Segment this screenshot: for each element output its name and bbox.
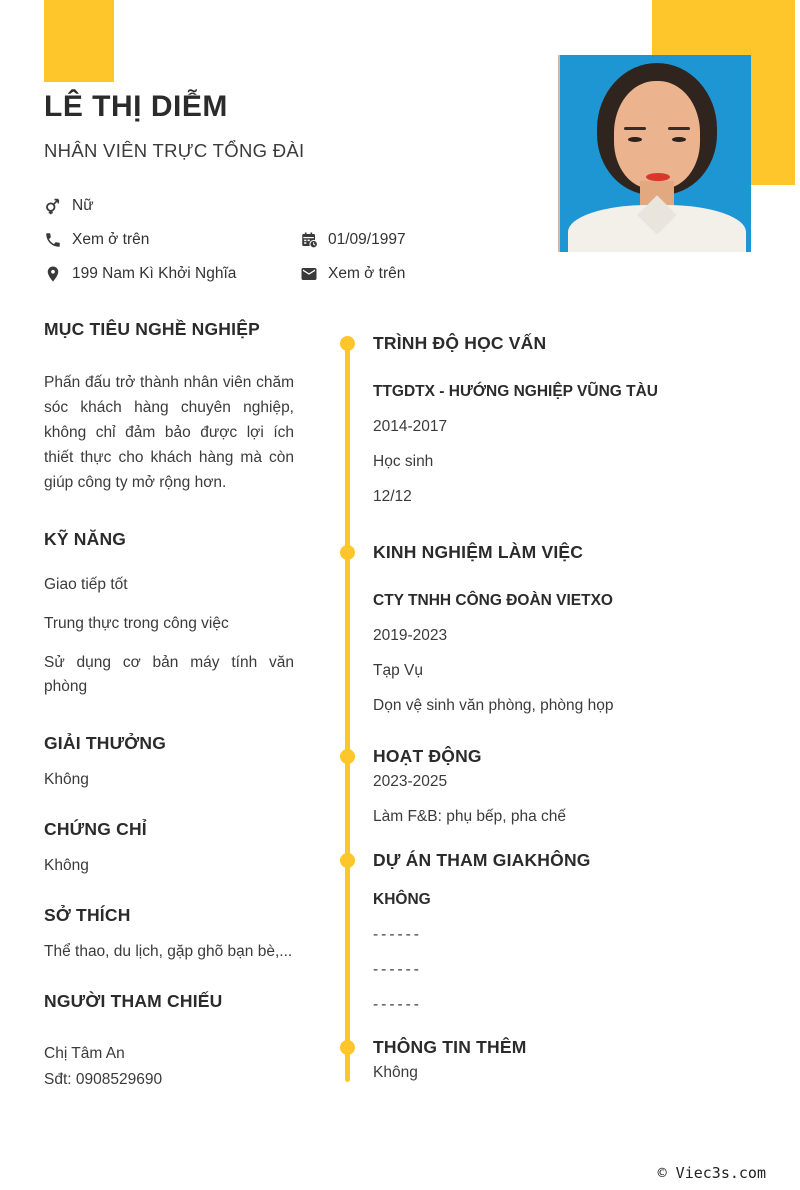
right-column xyxy=(330,320,796,1082)
objective-body: Phấn đấu trở thành nhân viên chăm sóc khách hàng chuyên nghiệp, không chỉ đảm bảo được lợi ích thiết thực cho khách hàng mà còn giúp công ty mở rộng hơn. xyxy=(44,374,294,491)
experience-detail: Dọn vệ sinh văn phòng, phòng họp xyxy=(373,697,614,714)
timeline-dot xyxy=(340,1040,355,1055)
gender-icon xyxy=(44,197,62,215)
skills-heading: KỸ NĂNG xyxy=(44,529,127,549)
timeline-line xyxy=(345,342,350,1082)
phone-value: Xem ở trên xyxy=(72,230,150,248)
experience-company: CTY TNHH CÔNG ĐOÀN VIETXO xyxy=(373,592,613,609)
experience-years: 2019-2023 xyxy=(373,627,448,644)
education-detail: 12/12 xyxy=(373,488,412,505)
certificates-body: Không xyxy=(44,857,89,874)
education-role: Học sinh xyxy=(373,453,434,470)
section-activities xyxy=(373,747,796,826)
more-info-detail: Không xyxy=(373,1064,418,1081)
skill-item: Giao tiếp tốt xyxy=(44,576,128,593)
references-heading: NGƯỜI THAM CHIẾU xyxy=(44,991,223,1011)
projects-dash: ------ xyxy=(373,961,422,978)
education-school: TTGDTX - HƯỚNG NGHIỆP VŨNG TÀU xyxy=(373,383,658,400)
gender-value: Nữ xyxy=(72,196,94,214)
contact-birthday xyxy=(300,230,524,249)
skill-item: Trung thực trong công việc xyxy=(44,615,229,632)
awards-heading: GIẢI THƯỞNG xyxy=(44,733,167,753)
birthday-value: 01/09/1997 xyxy=(328,230,406,248)
header xyxy=(44,90,305,162)
section-more-info xyxy=(373,1038,796,1082)
address-value: 199 Nam Kì Khởi Nghĩa xyxy=(72,264,237,282)
activities-years: 2023-2025 xyxy=(373,773,448,790)
reference-lines xyxy=(44,1041,294,1093)
watermark-copyright: © Viec3s.com xyxy=(657,1164,766,1182)
job-title: NHÂN VIÊN TRỰC TỔNG ĐÀI xyxy=(44,140,305,161)
candidate-name: LÊ THỊ DIỄM xyxy=(44,90,228,123)
calendar-icon xyxy=(300,231,318,249)
yellow-decoration-top-left xyxy=(44,0,114,82)
phone-icon xyxy=(44,231,62,249)
timeline-dot xyxy=(340,749,355,764)
awards-body: Không xyxy=(44,771,89,788)
activities-detail: Làm F&B: phụ bếp, pha chế xyxy=(373,808,567,825)
activities-heading: HOẠT ĐỘNG xyxy=(373,746,482,766)
education-years: 2014-2017 xyxy=(373,418,448,435)
contact-email xyxy=(300,264,524,283)
timeline-dot xyxy=(340,545,355,560)
projects-heading: DỰ ÁN THAM GIAKHÔNG xyxy=(373,850,591,870)
hobbies-body: Thể thao, du lịch, gặp ghõ bạn bè,... xyxy=(44,943,293,960)
email-value: Xem ở trên xyxy=(328,264,406,282)
mail-icon xyxy=(300,265,318,283)
objective-heading: MỤC TIÊU NGHỀ NGHIỆP xyxy=(44,319,260,339)
experience-heading: KINH NGHIỆM LÀM VIỆC xyxy=(373,542,584,562)
location-icon xyxy=(44,265,62,283)
hobbies-heading: SỞ THÍCH xyxy=(44,905,131,925)
profile-photo xyxy=(558,55,751,252)
education-heading: TRÌNH ĐỘ HỌC VẤN xyxy=(373,333,547,353)
timeline-dot xyxy=(340,853,355,868)
reference-phone: Sđt: 0908529690 xyxy=(44,1071,163,1088)
projects-dash: ------ xyxy=(373,996,422,1013)
contact-gender xyxy=(44,196,300,215)
timeline-dot xyxy=(340,336,355,351)
section-projects xyxy=(373,851,796,1014)
section-education xyxy=(373,334,796,506)
more-info-heading: THÔNG TIN THÊM xyxy=(373,1037,527,1057)
left-column xyxy=(44,320,294,1093)
reference-name: Chị Tâm An xyxy=(44,1045,125,1062)
experience-role: Tạp Vụ xyxy=(373,662,423,679)
contact-phone xyxy=(44,230,300,249)
certificates-heading: CHỨNG CHỈ xyxy=(44,819,147,839)
section-experience xyxy=(373,543,796,715)
contact-address xyxy=(44,264,300,283)
projects-name: KHÔNG xyxy=(373,891,431,908)
skill-item: Sử dụng cơ bản máy tính văn phòng xyxy=(44,654,294,695)
contact-info xyxy=(44,196,524,283)
projects-dash: ------ xyxy=(373,926,422,943)
